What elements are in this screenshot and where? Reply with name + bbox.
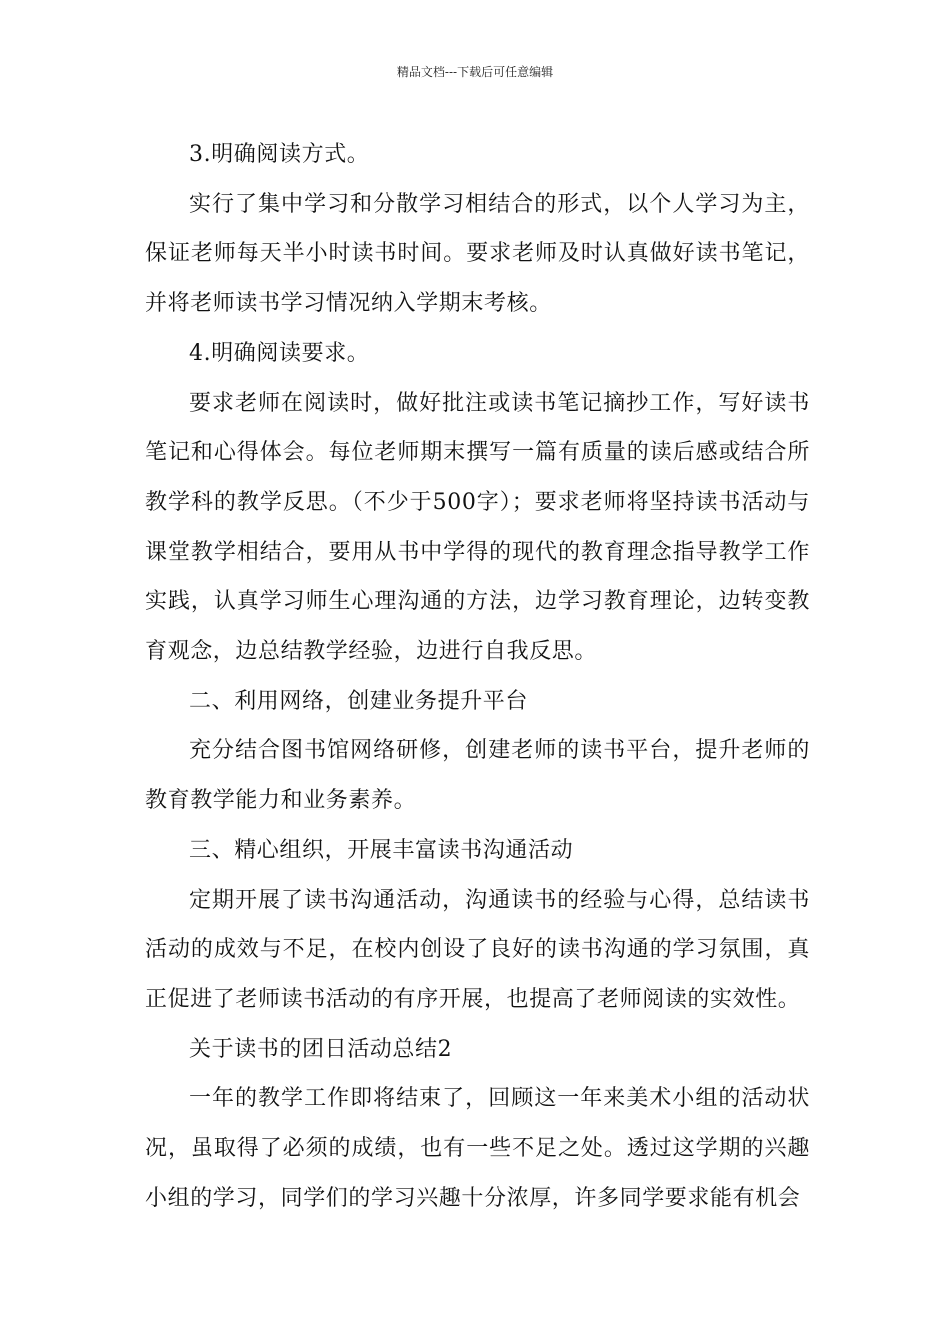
document-body: [145, 130, 810, 1223]
section-heading-communication-activities: 三、精心组织，开展丰富读书沟通活动: [189, 837, 574, 863]
paragraph-art-group-summary: 一年的教学工作即将结束了，回顾这一年来美术小组的活动状况，虽取得了必须的成绩，也有一些不足之处。透过这学期的兴趣小组的学习，同学们的学习兴趣十分浓厚，许多同学要求能有机会: [145, 1086, 810, 1211]
paragraph-reading-requirements: 要求老师在阅读时，做好批注或读书笔记摘抄工作，写好读书笔记和心得体会。每位老师期末撰写一篇有质量的读后感或结合所教学科的教学反思。（不少于500字）；要求老师将坚持读书活动与课堂教学相结合，要用从书中学得的现代的教育理念指导教学工作实践，认真学习师生心理沟通的方法，边学习教育理论，边转变教育观念，边总结教学经验，边进行自我反思。: [145, 390, 810, 665]
paragraph-communication-activities: 定期开展了读书沟通活动，沟通读书的经验与心得，总结读书活动的成效与不足，在校内创设了良好的读书沟通的学习氛围，真正促进了老师读书活动的有序开展，也提高了老师阅读的实效性。: [145, 887, 810, 1012]
section-heading-reading-method: 3.明确阅读方式。: [189, 142, 370, 167]
page-header: 精品文档---下载后可任意编辑: [396, 65, 554, 79]
section-heading-network-platform: 二、利用网络，创建业务提升平台: [189, 688, 529, 714]
section-heading-reading-requirements: 4.明确阅读要求。: [189, 340, 370, 366]
document-subtitle: 关于读书的团日活动总结2: [189, 1036, 453, 1062]
paragraph-network-platform: 充分结合图书馆网络研修，创建老师的读书平台，提升老师的教育教学能力和业务素养。: [145, 738, 810, 814]
paragraph-reading-method: 实行了集中学习和分散学习相结合的形式，以个人学习为主，保证老师每天半小时读书时间。要求老师及时认真做好读书笔记，并将老师读书学习情况纳入学期末考核。: [145, 191, 810, 317]
